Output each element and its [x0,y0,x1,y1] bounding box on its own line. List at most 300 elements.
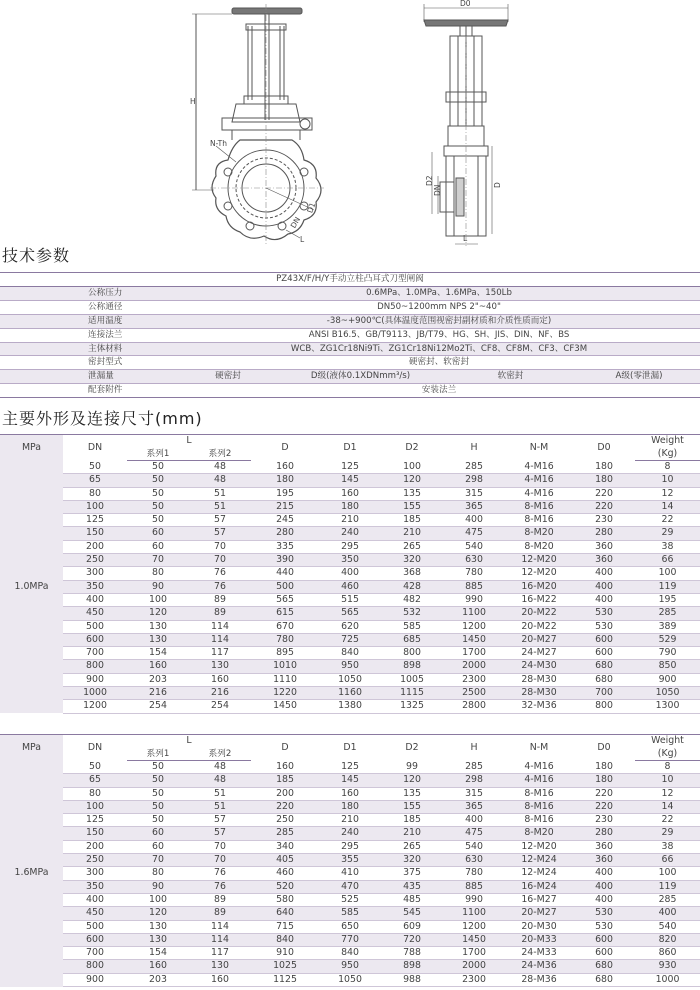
cell-l-series1: 60 [127,840,189,853]
cell-dn: 250 [63,854,127,867]
cell-n-m: 20-M30 [505,920,573,933]
table-row [0,893,700,906]
cell-d2: 685 [381,633,443,646]
cell-weight: 119 [635,580,700,593]
cell-l-series2: 51 [189,487,251,500]
cell-d: 215 [251,500,319,513]
table-row [0,774,700,787]
cell-d1: 725 [319,633,381,646]
cell-weight: 850 [635,660,700,673]
cell-weight: 540 [635,920,700,933]
cell-l-series1: 60 [127,527,189,540]
cell-weight: 119 [635,880,700,893]
dimensions-heading: 主要外形及连接尺寸(mm) [2,409,203,428]
cell-d0: 360 [573,540,635,553]
cell-l-series2: 48 [189,774,251,787]
cell-weight: 930 [635,960,700,973]
tech-row [0,342,700,356]
cell-weight: 860 [635,947,700,960]
cell-weight: 389 [635,620,700,633]
cell-l-series1: 120 [127,607,189,620]
cell-l-series1: 90 [127,580,189,593]
cell-n-m: 28-M30 [505,673,573,686]
header-mpa: MPa [0,735,63,761]
cell-d2: 585 [381,620,443,633]
cell-d2: 99 [381,761,443,774]
cell-d1: 240 [319,827,381,840]
cell-d2: 545 [381,907,443,920]
cell-weight: 38 [635,540,700,553]
cell-n-m: 20-M27 [505,633,573,646]
cell-d1: 620 [319,620,381,633]
cell-d1: 1050 [319,973,381,986]
tech-value: ANSI B16.5、GB/T9113、JB/T79、HG、SH、JIS、DIN、NF、BS [178,328,700,342]
cell-d2: 988 [381,973,443,986]
cell-h: 400 [443,514,505,527]
tech-row [0,300,700,314]
pressure-cell: 1.0MPa [0,461,63,714]
cell-d: 195 [251,487,319,500]
cell-d1: 210 [319,514,381,527]
cell-dn: 250 [63,554,127,567]
header-l-series2: 系列2 [189,748,251,761]
cell-d0: 280 [573,527,635,540]
cell-d: 405 [251,854,319,867]
table-row [0,660,700,673]
cell-l-series2: 76 [189,880,251,893]
tech-title: PZ43X/F/H/Y手动立柱凸耳式刀型闸阀 [0,273,700,287]
cell-d2: 1325 [381,700,443,713]
table-row [0,973,700,986]
cell-d2: 898 [381,960,443,973]
cell-d: 245 [251,514,319,527]
cell-l-series2: 89 [189,607,251,620]
cell-d1: 650 [319,920,381,933]
label-dn-front: DN [288,215,303,230]
table-row [0,947,700,960]
table-row [0,700,700,713]
cell-dn: 1200 [63,700,127,713]
cell-d2: 898 [381,660,443,673]
cell-h: 630 [443,554,505,567]
cell-dn: 600 [63,933,127,946]
cell-d: 1125 [251,973,319,986]
table-row [0,487,700,500]
cell-l-series1: 50 [127,514,189,527]
cell-dn: 100 [63,500,127,513]
cell-weight: 900 [635,673,700,686]
label-l-side: L [463,234,468,243]
cell-d2: 210 [381,527,443,540]
tech-value: 0.6MPa、1.0MPa、1.6MPa、150Lb [178,286,700,300]
cell-n-m: 8-M20 [505,527,573,540]
cell-n-m: 8-M16 [505,814,573,827]
cell-l-series2: 57 [189,827,251,840]
cell-d0: 180 [573,774,635,787]
cell-d: 615 [251,607,319,620]
cell-d: 910 [251,947,319,960]
table-row [0,620,700,633]
cell-l-series1: 130 [127,933,189,946]
cell-d0: 400 [573,867,635,880]
cell-d: 1025 [251,960,319,973]
table-row [0,607,700,620]
cell-l-series1: 70 [127,554,189,567]
cell-d0: 220 [573,487,635,500]
cell-weight: 29 [635,527,700,540]
cell-l-series2: 114 [189,620,251,633]
cell-h: 365 [443,500,505,513]
header-d2: D2 [381,435,443,461]
cell-n-m: 28-M30 [505,687,573,700]
tech-label: 密封型式 [0,356,178,370]
tech-label: 连接法兰 [0,328,178,342]
cell-n-m: 12-M24 [505,854,573,867]
side-view [424,4,508,246]
cell-dn: 65 [63,474,127,487]
cell-d1: 525 [319,893,381,906]
cell-dn: 50 [63,761,127,774]
table-row [0,593,700,606]
table-row [0,907,700,920]
cell-d: 200 [251,787,319,800]
cell-d2: 185 [381,514,443,527]
label-d2: D2 [425,175,434,186]
cell-weight: 100 [635,567,700,580]
tech-row [0,314,700,328]
cell-l-series2: 57 [189,514,251,527]
cell-n-m: 4-M16 [505,774,573,787]
cell-d2: 788 [381,947,443,960]
cell-d1: 565 [319,607,381,620]
table-row [0,647,700,660]
cell-d: 670 [251,620,319,633]
cell-h: 315 [443,487,505,500]
cell-d2: 532 [381,607,443,620]
cell-n-m: 4-M16 [505,761,573,774]
table-row [0,461,700,474]
cell-dn: 200 [63,540,127,553]
cell-d1: 1160 [319,687,381,700]
cell-d0: 400 [573,580,635,593]
cell-n-m: 20-M27 [505,907,573,920]
cell-d0: 230 [573,514,635,527]
cell-l-series1: 50 [127,774,189,787]
cell-l-series2: 48 [189,474,251,487]
cell-l-series1: 80 [127,567,189,580]
tech-value: WCB、ZG1Cr18Ni9Ti、ZG1Cr18Ni12Mo2Ti、CF8、CF8M、CF3、CF3M [178,342,700,356]
cell-d0: 180 [573,761,635,774]
cell-weight: 285 [635,607,700,620]
header-d1: D1 [319,735,381,761]
cell-l-series1: 50 [127,787,189,800]
cell-weight: 8 [635,461,700,474]
cell-d2: 120 [381,774,443,787]
cell-d: 1450 [251,700,319,713]
cell-l-series1: 254 [127,700,189,713]
cell-d: 715 [251,920,319,933]
table-row [0,840,700,853]
cell-d0: 800 [573,700,635,713]
cell-weight: 1000 [635,973,700,986]
cell-l-series1: 60 [127,540,189,553]
cell-h: 2000 [443,660,505,673]
cell-d2: 185 [381,814,443,827]
cell-d: 500 [251,580,319,593]
cell-l-series2: 114 [189,933,251,946]
cell-l-series1: 50 [127,761,189,774]
cell-l-series1: 50 [127,474,189,487]
cell-d0: 600 [573,933,635,946]
cell-l-series2: 70 [189,540,251,553]
cell-d1: 240 [319,527,381,540]
tech-label: 适用温度 [0,314,178,328]
cell-d2: 155 [381,800,443,813]
cell-d2: 100 [381,461,443,474]
cell-n-m: 24-M30 [505,660,573,673]
cell-l-series2: 51 [189,787,251,800]
tech-label: 公称通径 [0,300,178,314]
tech-label: 主体材料 [0,342,178,356]
header-dn: DN [63,735,127,761]
cell-d0: 680 [573,960,635,973]
table-row [0,814,700,827]
table-row [0,633,700,646]
tech-row-leakage [0,370,700,384]
cell-dn: 800 [63,960,127,973]
dimension-table-2 [0,734,700,987]
cell-l-series2: 48 [189,761,251,774]
table-row [0,854,700,867]
cell-h: 1100 [443,907,505,920]
cell-h: 540 [443,540,505,553]
cell-dn: 600 [63,633,127,646]
cell-d0: 400 [573,593,635,606]
cell-h: 1200 [443,920,505,933]
tech-value: 安装法兰 [178,384,700,398]
cell-dn: 125 [63,514,127,527]
cell-d: 160 [251,461,319,474]
cell-d: 1010 [251,660,319,673]
cell-d: 1110 [251,673,319,686]
cell-d0: 600 [573,633,635,646]
tech-table [0,272,700,398]
cell-l-series1: 160 [127,960,189,973]
cell-l-series2: 70 [189,554,251,567]
table-row [0,474,700,487]
cell-h: 400 [443,814,505,827]
table-row [0,920,700,933]
cell-d2: 375 [381,867,443,880]
cell-h: 1700 [443,647,505,660]
table-row [0,761,700,774]
cell-d2: 428 [381,580,443,593]
table-row [0,787,700,800]
cell-h: 298 [443,774,505,787]
cell-weight: 8 [635,761,700,774]
cell-l-series2: 70 [189,854,251,867]
cell-d: 180 [251,474,319,487]
header-mpa: MPa [0,435,63,461]
cell-d1: 180 [319,500,381,513]
cell-h: 540 [443,840,505,853]
tech-row [0,286,700,300]
header-d0: D0 [573,735,635,761]
cell-dn: 450 [63,907,127,920]
cell-dn: 300 [63,567,127,580]
cell-l-series2: 160 [189,673,251,686]
cell-d: 640 [251,907,319,920]
cell-weight: 100 [635,867,700,880]
cell-weight: 285 [635,893,700,906]
table-row [0,527,700,540]
tech-value: 软密封 [443,370,578,384]
header-l-series1: 系列1 [127,748,189,761]
cell-d1: 950 [319,960,381,973]
tech-value: A级(零泄漏) [578,370,700,384]
cell-d: 580 [251,893,319,906]
cell-l-series2: 160 [189,973,251,986]
cell-h: 475 [443,527,505,540]
cell-l-series1: 100 [127,893,189,906]
cell-d1: 515 [319,593,381,606]
cell-h: 2800 [443,700,505,713]
tech-label: 公称压力 [0,286,178,300]
cell-l-series1: 50 [127,500,189,513]
cell-d: 340 [251,840,319,853]
header-nm: N-M [505,435,573,461]
cell-n-m: 8-M16 [505,500,573,513]
cell-weight: 66 [635,854,700,867]
cell-n-m: 20-M22 [505,607,573,620]
cell-d2: 1005 [381,673,443,686]
cell-weight: 820 [635,933,700,946]
cell-h: 298 [443,474,505,487]
cell-d0: 180 [573,474,635,487]
cell-d: 895 [251,647,319,660]
cell-weight: 66 [635,554,700,567]
cell-d0: 680 [573,973,635,986]
cell-n-m: 12-M20 [505,554,573,567]
cell-weight: 1300 [635,700,700,713]
cell-l-series1: 100 [127,593,189,606]
cell-dn: 900 [63,973,127,986]
cell-d2: 120 [381,474,443,487]
table-row [0,867,700,880]
cell-h: 780 [443,567,505,580]
cell-h: 2300 [443,673,505,686]
cell-d1: 160 [319,487,381,500]
cell-dn: 700 [63,947,127,960]
cell-d: 460 [251,867,319,880]
cell-l-series2: 70 [189,840,251,853]
table-row [0,687,700,700]
cell-d2: 155 [381,500,443,513]
cell-d: 565 [251,593,319,606]
label-dn-side: DN [433,184,442,196]
cell-d0: 220 [573,787,635,800]
cell-d0: 530 [573,907,635,920]
cell-d: 1220 [251,687,319,700]
cell-d0: 530 [573,920,635,933]
cell-d2: 320 [381,854,443,867]
cell-dn: 1000 [63,687,127,700]
cell-d1: 1050 [319,673,381,686]
cell-d1: 145 [319,474,381,487]
tech-label: 泄漏量 [0,370,178,384]
cell-dn: 100 [63,800,127,813]
cell-l-series2: 57 [189,527,251,540]
cell-dn: 350 [63,880,127,893]
header-h: H [443,435,505,461]
cell-d1: 295 [319,840,381,853]
header-l-series2: 系列2 [189,448,251,461]
cell-h: 630 [443,854,505,867]
tech-heading: 技术参数 [2,246,71,265]
cell-h: 2500 [443,687,505,700]
cell-n-m: 4-M16 [505,487,573,500]
cell-d0: 530 [573,607,635,620]
cell-l-series2: 76 [189,580,251,593]
cell-d1: 460 [319,580,381,593]
cell-d2: 609 [381,920,443,933]
header-l-series1: 系列1 [127,448,189,461]
label-l-front: L [300,235,305,244]
cell-l-series1: 160 [127,660,189,673]
cell-d0: 230 [573,814,635,827]
cell-n-m: 16-M24 [505,880,573,893]
cell-d: 335 [251,540,319,553]
cell-l-series2: 48 [189,461,251,474]
cell-l-series1: 90 [127,880,189,893]
cell-dn: 50 [63,461,127,474]
cell-dn: 150 [63,827,127,840]
cell-d2: 485 [381,893,443,906]
cell-d1: 585 [319,907,381,920]
cell-h: 285 [443,761,505,774]
cell-d: 840 [251,933,319,946]
cell-weight: 400 [635,907,700,920]
cell-d: 220 [251,800,319,813]
cell-dn: 500 [63,920,127,933]
cell-n-m: 4-M16 [505,461,573,474]
cell-d: 285 [251,827,319,840]
table-row [0,673,700,686]
cell-d0: 400 [573,880,635,893]
cell-dn: 900 [63,673,127,686]
header-kg: (Kg) [635,748,700,761]
cell-h: 285 [443,461,505,474]
cell-weight: 10 [635,474,700,487]
cell-n-m: 24-M36 [505,960,573,973]
label-d1: D1 [305,201,318,215]
cell-h: 885 [443,880,505,893]
cell-d1: 350 [319,554,381,567]
table-row [0,580,700,593]
cell-l-series1: 50 [127,800,189,813]
cell-d0: 220 [573,800,635,813]
header-dn: DN [63,435,127,461]
header-kg: (Kg) [635,448,700,461]
cell-weight: 29 [635,827,700,840]
cell-dn: 450 [63,607,127,620]
cell-weight: 10 [635,774,700,787]
cell-h: 885 [443,580,505,593]
cell-dn: 80 [63,787,127,800]
tech-row [0,356,700,370]
header-nm: N-M [505,735,573,761]
cell-l-series2: 130 [189,660,251,673]
